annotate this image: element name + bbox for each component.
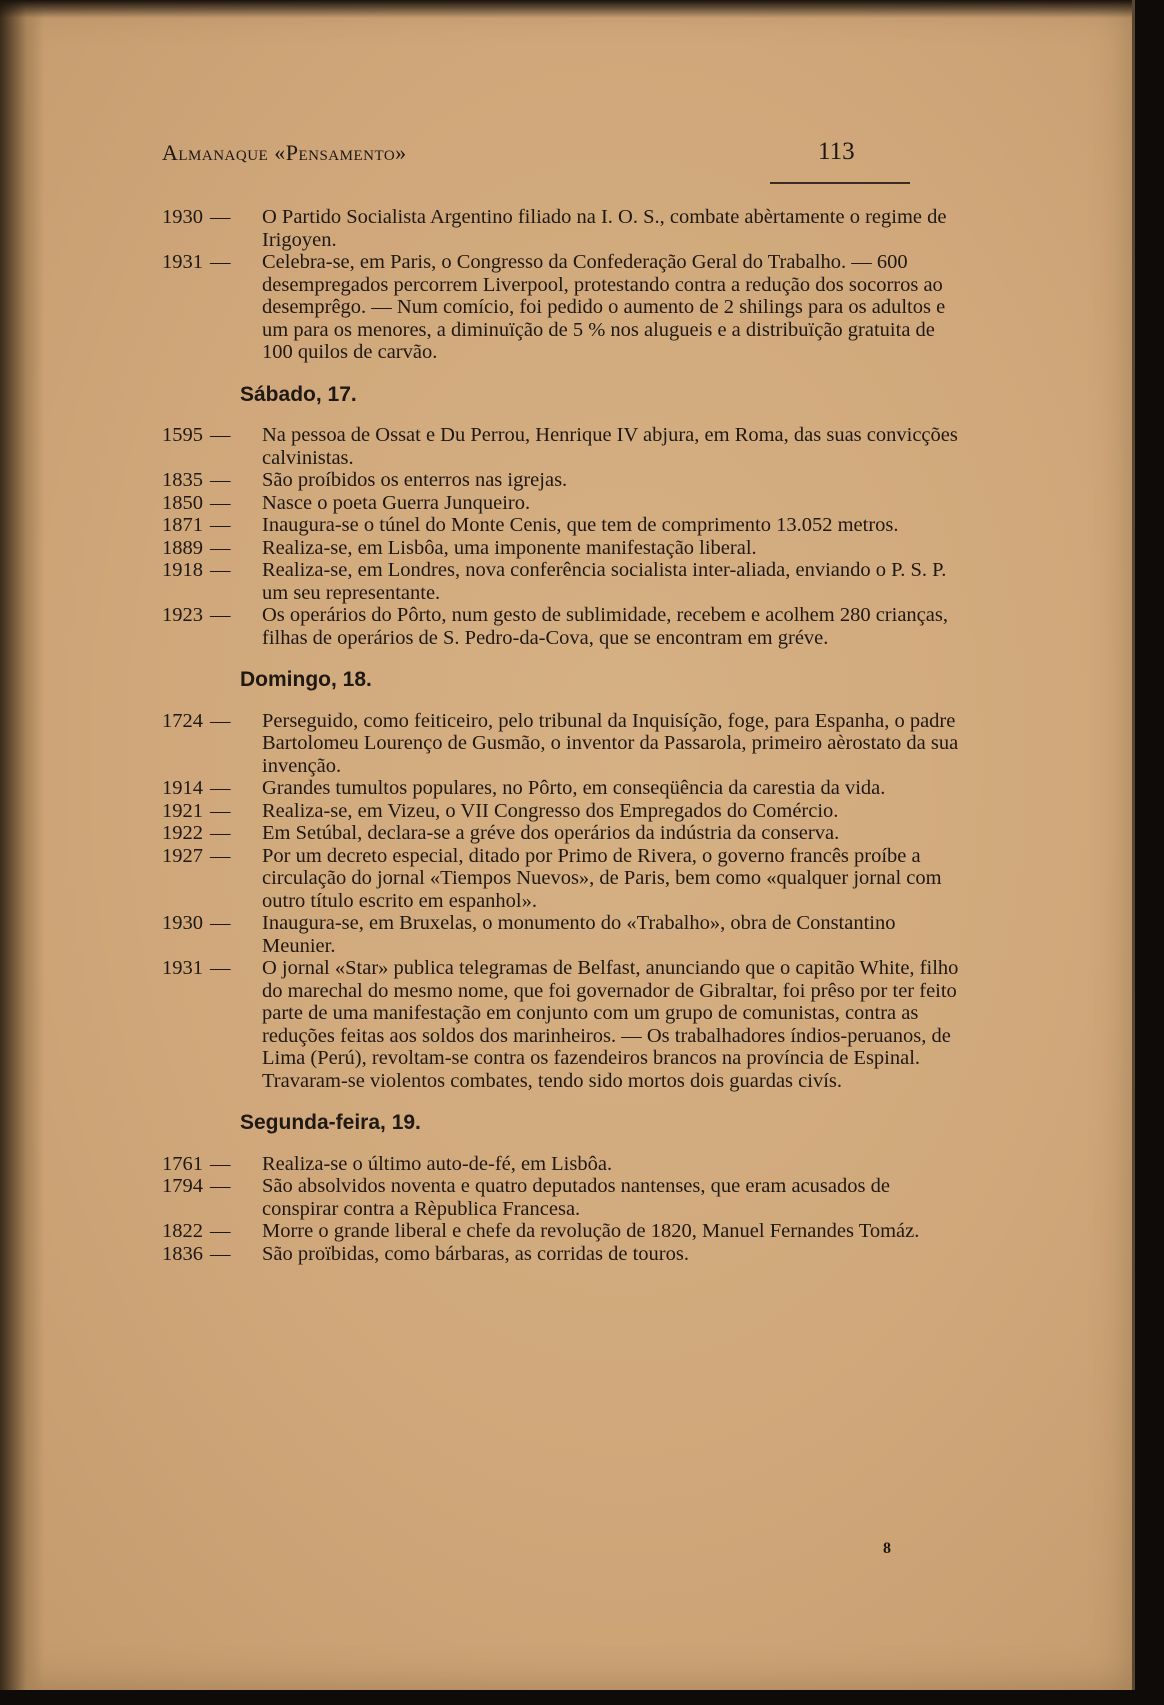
entry-year: 1836: [162, 1242, 203, 1265]
entry-text: São absolvidos noventa e quatro deputados nantenses, que eram acusados de conspirar contra a Rèpublica Francesa.: [262, 1175, 890, 1220]
entry-year: 1850: [162, 491, 203, 514]
entry-dash: —: [210, 559, 231, 581]
header-rule: [770, 182, 910, 184]
entry-dash: —: [210, 1175, 231, 1197]
chronology-entry: [162, 424, 970, 469]
page-header: [162, 132, 912, 172]
entry-year: 1761: [162, 1152, 203, 1175]
entry-dash: —: [210, 1152, 231, 1175]
day-heading: Segunda-feira, 19.: [240, 1111, 421, 1134]
entry-text: Celebra-se, em Paris, o Congresso da Confederação Geral do Trabalho. — 600 desempregados percorrem Liverpool, protestando contra a redução dos socorros ao desemprêgo. — Num comício, foi pedido o aumento de 2 shilings para os adultos e um para os menores, a diminuïção de 5 % nos alugueis e a distribuïção gratuita de 100 quilos de carvão.: [262, 251, 946, 363]
entry-text: Inaugura-se o túnel do Monte Cenis, que tem de comprimento 13.052 metros.: [262, 514, 899, 536]
chronology-entry: [162, 559, 970, 604]
entry-year: 1918: [162, 559, 203, 581]
chronology-entry: [162, 1175, 970, 1220]
page-binding-edge: [0, 0, 44, 1690]
entry-text: São proíbidos os enterros nas igrejas.: [262, 469, 568, 491]
chronology-entry: [162, 492, 970, 515]
day-section: [162, 384, 970, 650]
page-number: 113: [818, 138, 855, 165]
entry-text: São proïbidas, como bárbaras, as corridas de touros.: [262, 1242, 689, 1265]
page-top-edge: [0, 0, 1132, 18]
chronology-entry: [162, 206, 970, 251]
entry-year: 1889: [162, 536, 203, 559]
entry-dash: —: [210, 491, 231, 514]
entry-dash: —: [210, 912, 231, 934]
entry-dash: —: [210, 424, 231, 446]
continuation-entries: [162, 206, 970, 364]
entry-year: 1835: [162, 469, 203, 491]
entry-dash: —: [210, 957, 231, 979]
entry-text: Realiza-se, em Londres, nova conferência socialista inter-aliada, enviando o P. S. P. um seu representante.: [262, 559, 947, 604]
entry-dash: —: [210, 514, 231, 536]
chronology-entry: [162, 514, 970, 537]
entry-year: 1923: [162, 604, 203, 626]
chronology-entry: [162, 1243, 970, 1266]
chronology-entry: [162, 1220, 970, 1243]
entry-dash: —: [210, 822, 231, 844]
entry-dash: —: [210, 206, 231, 228]
day-heading: Sábado, 17.: [240, 382, 357, 406]
entry-dash: —: [210, 844, 231, 867]
entry-text: Morre o grande liberal e chefe da revolução de 1820, Manuel Fernandes Tomáz.: [262, 1220, 920, 1242]
entry-text: Realiza-se, em Lisbôa, uma imponente manifestação liberal.: [262, 536, 757, 559]
entry-dash: —: [210, 536, 231, 559]
chronology-entry: [162, 469, 970, 492]
day-sections: [162, 384, 970, 1266]
entry-year: 1794: [162, 1175, 203, 1197]
chronology-entry: [162, 1153, 970, 1176]
entry-text: Realiza-se, em Vizeu, o VII Congresso dos Empregados do Comércio.: [262, 799, 839, 822]
entry-year: 1930: [162, 912, 203, 934]
day-section: [162, 1112, 970, 1265]
entry-text: Realiza-se o último auto-de-fé, em Lisbôa.: [262, 1152, 613, 1175]
entry-year: 1927: [162, 844, 203, 867]
page-body: [162, 206, 970, 1265]
chronology-entry: [162, 912, 970, 957]
entry-text: Os operários do Pôrto, num gesto de sublimidade, recebem e acolhem 280 crianças, filhas de operários de S. Pedro-da-Cova, que se encontram em gréve.: [262, 604, 948, 649]
entry-dash: —: [210, 1242, 231, 1265]
entry-dash: —: [210, 1220, 231, 1242]
chronology-entry: [162, 604, 970, 649]
entry-dash: —: [210, 799, 231, 822]
entry-dash: —: [210, 709, 231, 732]
chronology-entry: [162, 710, 970, 778]
entry-text: O Partido Socialista Argentino filiado na I. O. S., combate abèrtamente o regime de Irigoyen.: [262, 206, 947, 251]
signature-mark: 8: [883, 1540, 891, 1557]
entry-text: Inaugura-se, em Bruxelas, o monumento do «Trabalho», obra de Constantino Meunier.: [262, 912, 896, 957]
chronology-entry: [162, 537, 970, 560]
entry-text: O jornal «Star» publica telegramas de Belfast, anunciando que o capitão White, filho do marechal do mesmo nome, que foi governador de Gibraltar, foi prêso por ter feito parte de uma manifestação em conjunto com um grupo de comunistas, contra as reduções feitas aos soldos dos marinheiros. — Os trabalhadores índios-peruanos, de Lima (Perú), revoltam-se contra os fazendeiros brancos na província de Espinal. Travaram-se violentos combates, tendo sido mortos dois guardas civís.: [262, 957, 959, 1092]
entry-dash: —: [210, 469, 231, 491]
entry-year: 1595: [162, 424, 203, 446]
entry-year: 1724: [162, 709, 203, 732]
entry-text: Em Setúbal, declara-se a gréve dos operários da indústria da conserva.: [262, 822, 840, 844]
entry-year: 1930: [162, 206, 203, 228]
entry-dash: —: [210, 251, 231, 273]
chronology-entry: [162, 822, 970, 845]
entry-year: 1822: [162, 1220, 203, 1242]
chronology-entry: [162, 251, 970, 364]
running-title: Almanaque «Pensamento»: [162, 140, 407, 165]
entry-year: 1931: [162, 957, 203, 979]
day-heading: Domingo, 18.: [240, 668, 372, 691]
entry-dash: —: [210, 604, 231, 626]
entry-text: Nasce o poeta Guerra Junqueiro.: [262, 491, 531, 514]
entry-year: 1922: [162, 822, 203, 844]
entry-year: 1931: [162, 251, 203, 273]
entry-text: Grandes tumultos populares, no Pôrto, em conseqüência da carestia da vida.: [262, 777, 886, 799]
entry-text: Por um decreto especial, ditado por Primo de Rivera, o governo francês proíbe a circulação do jornal «Tiempos Nuevos», de Paris, bem como «qualquer jornal com outro título escrito em espanhol».: [262, 844, 942, 912]
entry-dash: —: [210, 777, 231, 799]
chronology-entry: [162, 957, 970, 1092]
entry-text: Na pessoa de Ossat e Du Perrou, Henrique IV abjura, em Roma, das suas convicções calvinistas.: [262, 424, 958, 469]
entry-year: 1921: [162, 799, 203, 822]
entry-year: 1914: [162, 777, 203, 799]
entry-text: Perseguido, como feiticeiro, pelo tribunal da Inquisíção, foge, para Espanha, o padre Bartolomeu Lourenço de Gusmão, o inventor da Passarola, primeiro aèrostato da sua invenção.: [262, 709, 959, 777]
day-section: [162, 669, 970, 1092]
chronology-entry: [162, 777, 970, 800]
chronology-entry: [162, 800, 970, 823]
entry-year: 1871: [162, 514, 203, 536]
chronology-entry: [162, 845, 970, 913]
